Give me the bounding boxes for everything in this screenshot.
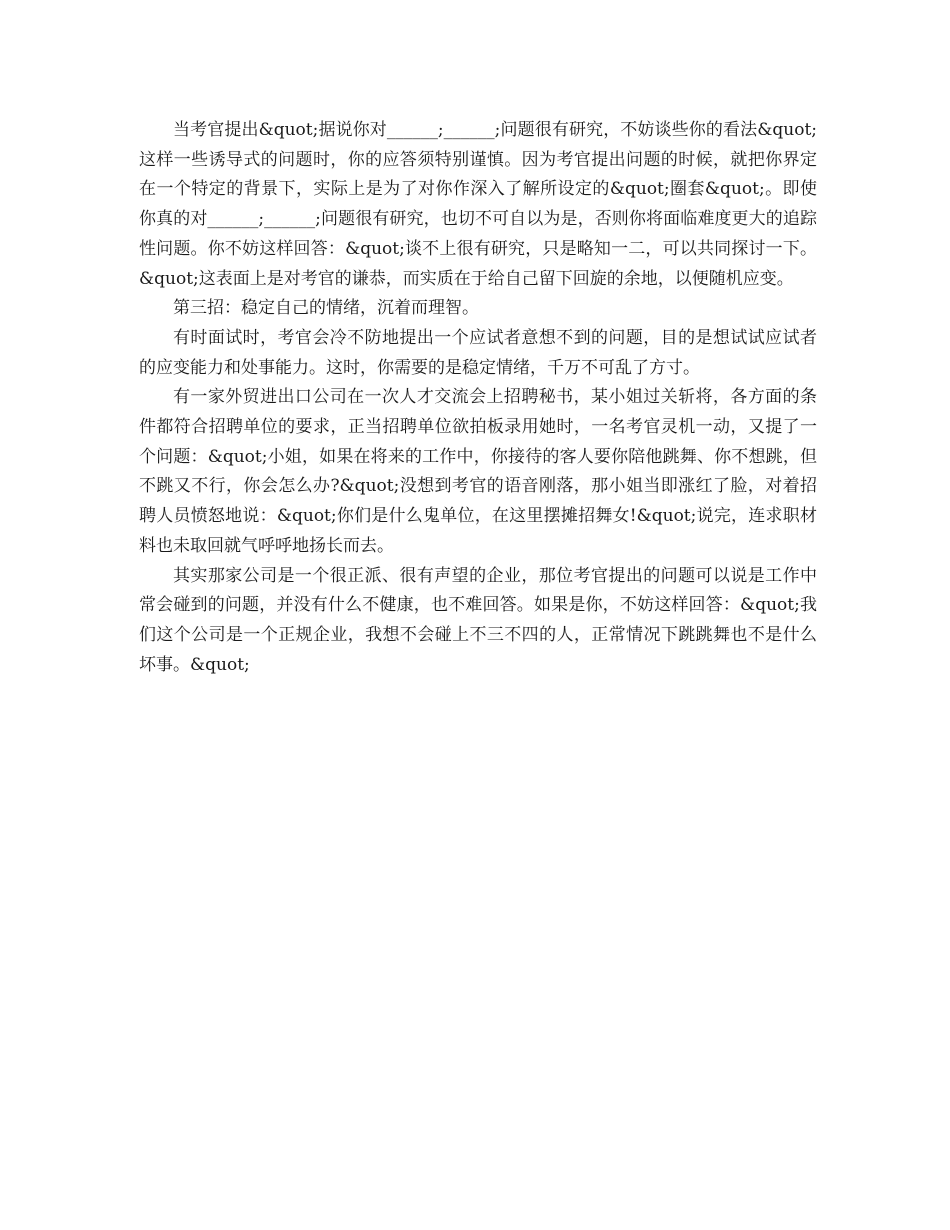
paragraph-unexpected-questions: 有时面试时，考官会冷不防地提出一个应试者意想不到的问题，目的是想试试应试者的应变能力和处事能力。这时，你需要的是稳定情绪，千万不可乱了方寸。 [139,327,817,378]
paragraph-suggested-answer: 其实那家公司是一个很正派、很有声望的企业，那位考官提出的问题可以说是工作中常会碰到的问题，并没有什么不健康，也不难回答。如果是你，不妨这样回答：&quot;我们这个公司是一个正规企业，我想不会碰上不三不四的人，正常情况下跳跳舞也不是什么坏事。&quot; [139,565,817,675]
paragraph-secretary-story: 有一家外贸进出口公司在一次人才交流会上招聘秘书，某小姐过关斩将，各方面的条件都符合招聘单位的要求，正当招聘单位欲拍板录用她时，一名考官灵机一动，又提了一个问题：&quot;小姐，如果在将来的工作中，你接待的客人要你陪他跳舞、你不想跳，但不跳又不行，你会怎么办?&quot;没想到考官的语音刚落，那小姐当即涨红了脸，对着招聘人员愤怒地说：&quot;你们是什么鬼单位，在这里摆摊招舞女!&quot;说完，连求职材料也未取回就气呼呼地扬长而去。 [139,387,817,556]
document-body [139,116,817,680]
paragraph-interview-trap-questions: 当考官提出&quot;据说你对______;______;问题很有研究，不妨谈些你的看法&quot;这样一些诱导式的问题时，你的应答须特别谨慎。因为考官提出问题的时候，就把你界定在一个特定的背景下，实际上是为了对你作深入了解所设定的&quot;圈套&quot;。即使你真的对______;______;问题很有研究，也切不可自以为是，否则你将面临难度更大的追踪性问题。你不妨这样回答：&quot;谈不上很有研究，只是略知一二，可以共同探讨一下。&quot;这表面上是对考官的谦恭，而实质在于给自己留下回旋的余地，以便随机应变。 [139,120,817,289]
paragraph-third-tip-heading: 第三招：稳定自己的情绪，沉着而理智。 [173,298,479,319]
